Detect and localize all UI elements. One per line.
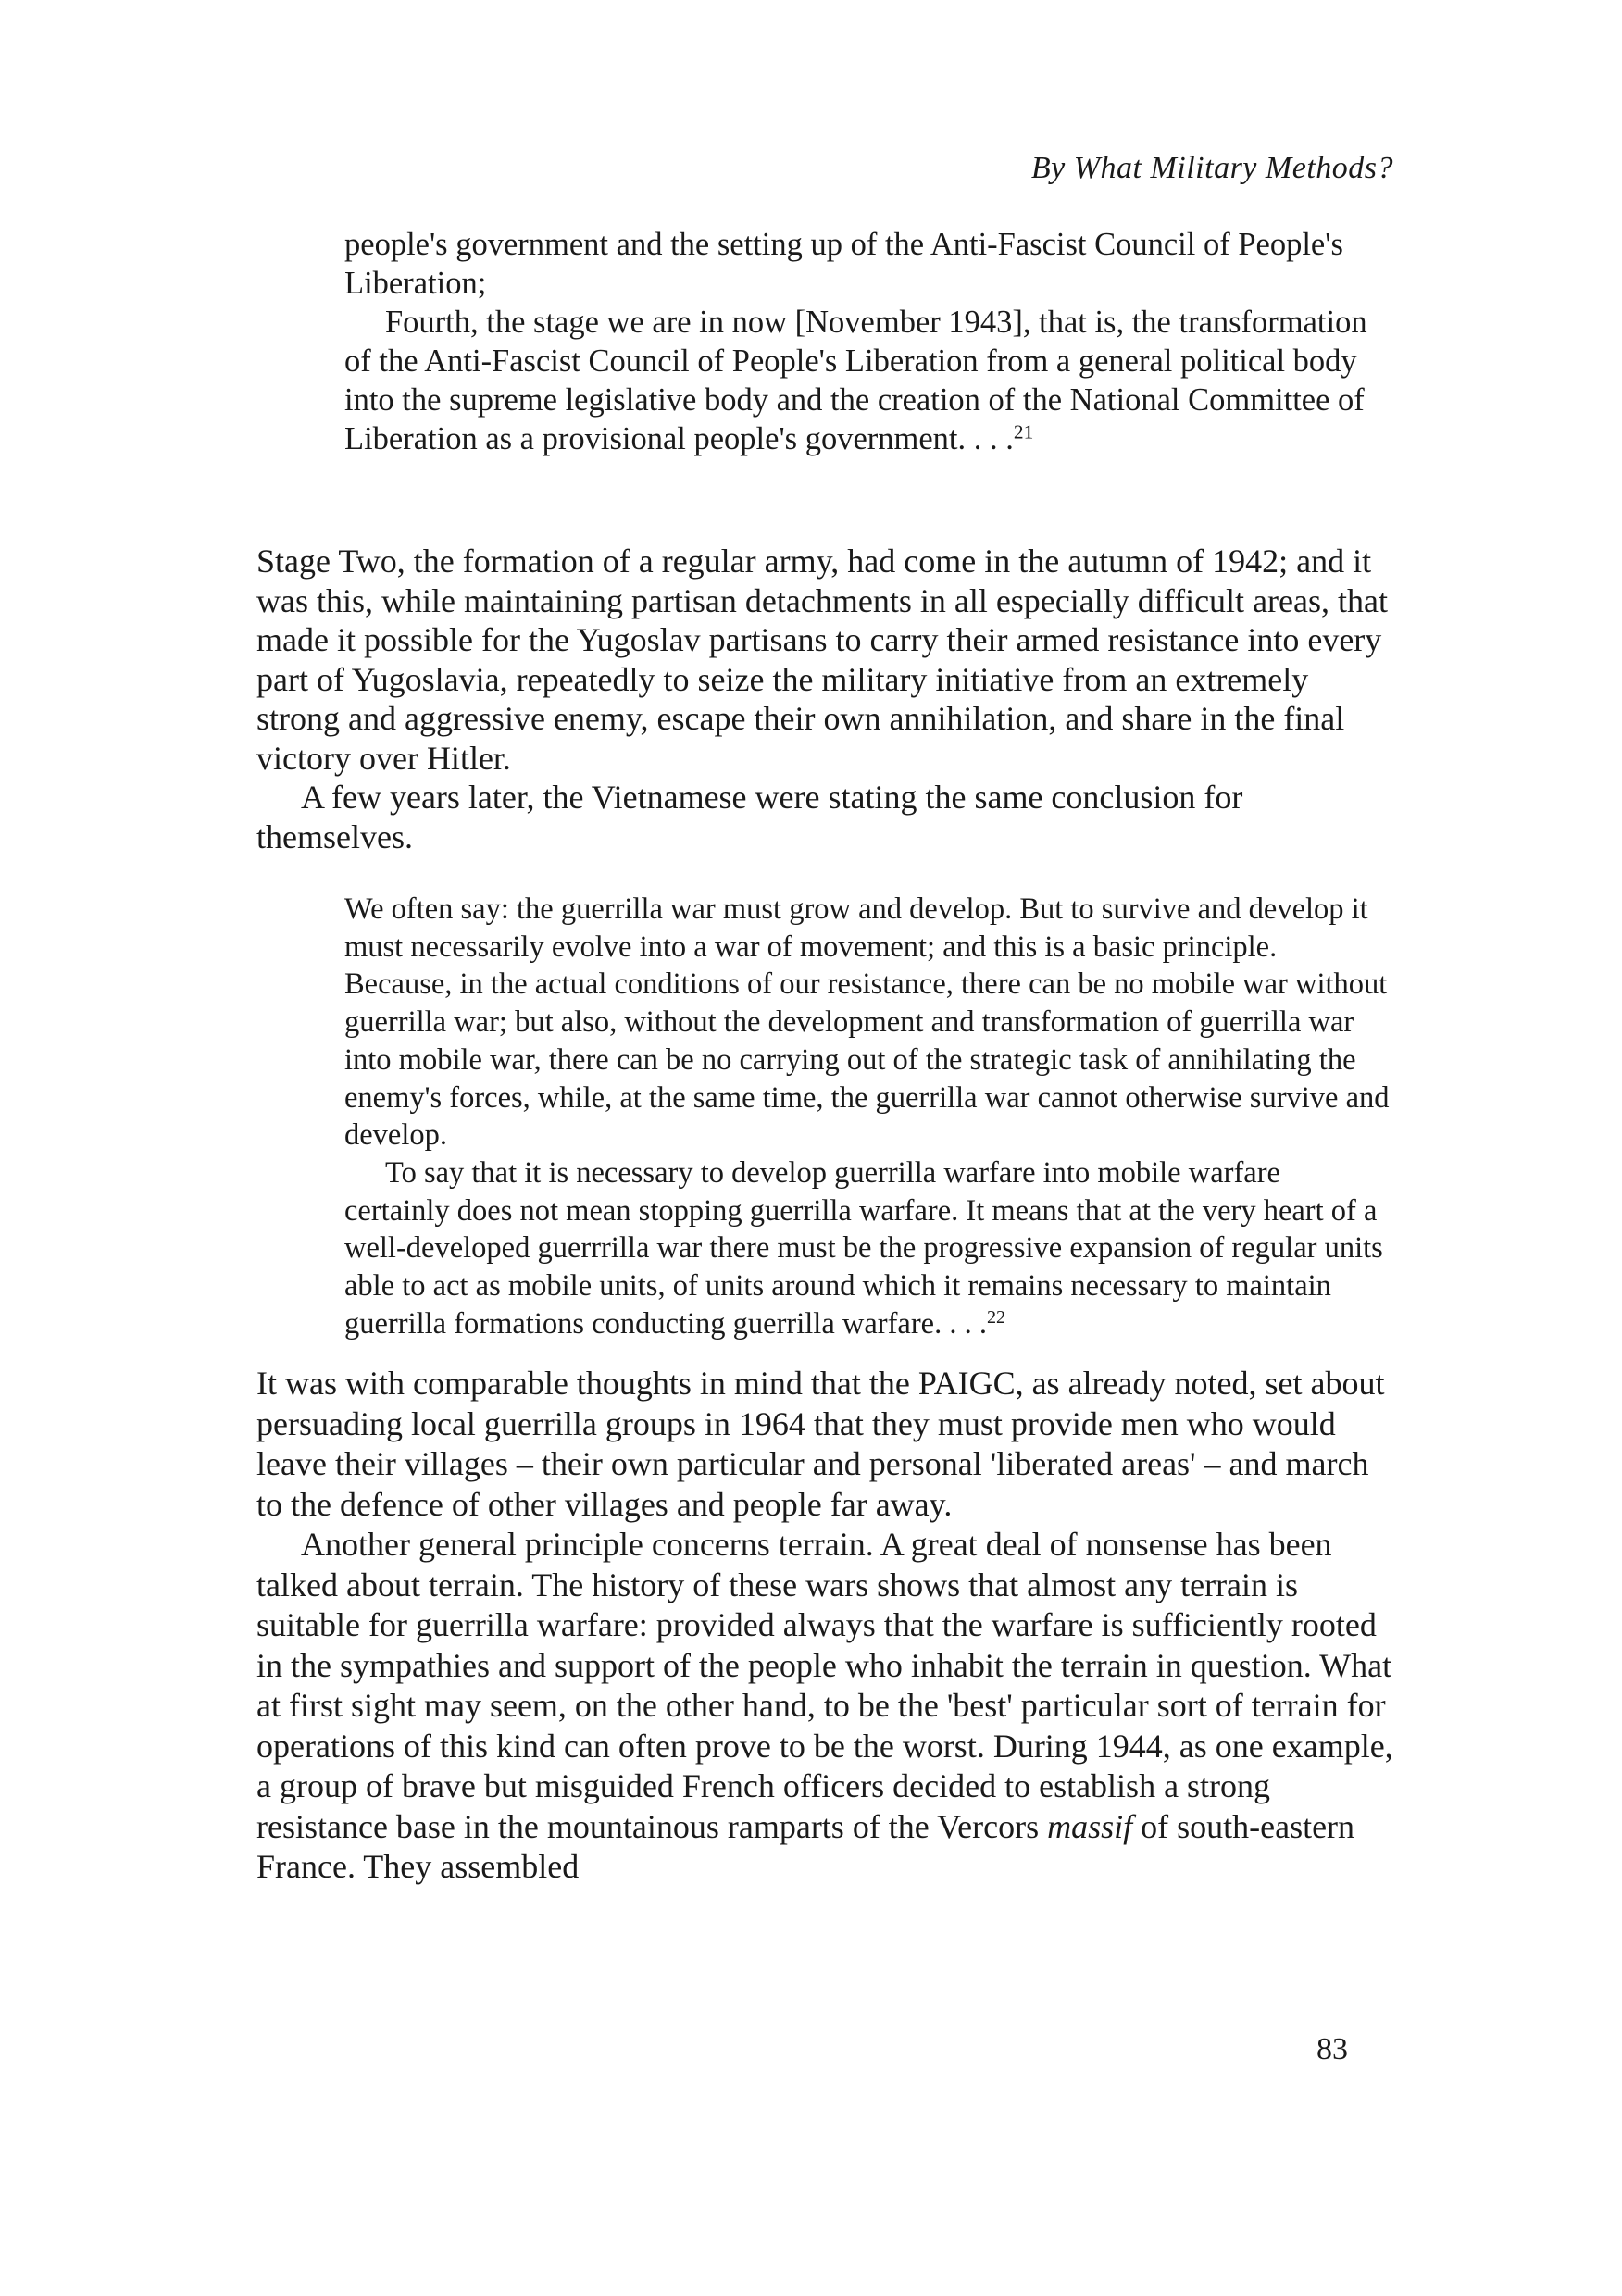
body-text: Another general principle concerns terrain. A great deal of nonsense has been talked about terrain. The history of these wars shows that almost any terrain is suitable for guerrilla warfare: provided always that the warfare is sufficiently rooted in the sympathies and support of the people who inhabit the terrain in question. What at first sight may seem, on the other hand, to be the 'best' particular sort of terrain for operations of this kind can often prove to be the worst. During 1944, as one example, a group of brave but misguided French officers decided to establish a strong resistance base in the mountainous ramparts of the Vercors [256,1526,1393,1845]
quote-paragraph: people's government and the setting up of the Anti-Fascist Council of People's Liberation; [344,227,1343,301]
body-paragraph: Stage Two, the formation of a regular army, had come in the autumn of 1942; and it was this, while maintaining partisan detachments in all especially difficult areas, that made it possible for the Yugoslav partisans to carry their armed resistance into every part of Yugoslavia, repeatedly to seize the military initiative from an extremely strong and aggressive enemy, escape their own annihilation, and share in the final victory over Hitler. [256,543,1388,777]
quote-paragraph [344,1154,1391,1343]
quote-paragraph: We often say: the guerrilla war must grow and develop. But to survive and develop it must necessarily evolve into a war of movement; and this is a basic principle. Because, in the actual conditions of our resistance, there can be no mobile war without guerrilla war; but also, without the development and transformation of guerrilla war into mobile war, there can be no carrying out of the strategic task of annihilating the enemy's forces, while, at the same time, the guerrilla war cannot otherwise survive and develop. [344,892,1390,1153]
page-number: 83 [1316,2032,1348,2066]
quote-text: To say that it is necessary to develop guerrilla warfare into mobile warfare certainly does not mean stopping guerrilla warfare. It means that at the very heart of a well-developed guerrrilla war there must be the progressive expansion of regular units able to act as mobile units, of units around which it remains necessary to maintain guerrilla formations conducting guerrilla warfare. . . . [344,1155,1383,1341]
block-quote-vietnamese [344,891,1391,1342]
body-paragraph: A few years later, the Vietnamese were stating the same conclusion for themselves. [256,779,1243,855]
footnote-ref: 22 [986,1306,1006,1328]
body-text: of south-eastern France. They assembled [256,1807,1355,1885]
quote-paragraph [344,303,1400,458]
body-text-section [256,542,1397,856]
body-paragraph: It was with comparable thoughts in mind that the PAIGC, as already noted, set about persuading local guerrilla groups in 1964 that they must provide men who would leave their villages – their own particular and personal 'liberated areas' – and march to the defence of other villages and people far away. [256,1365,1385,1523]
footnote-ref: 21 [1013,420,1034,443]
quote-text: Fourth, the stage we are in now [November 1943], that is, the transformation of the Anti-Fascist Council of People's Liberation from a general political body into the supreme legislative body and the creation of the National Committee of Liberation as a provisional people's government. . . . [344,305,1367,456]
body-text-section [256,1364,1397,1888]
running-head: By What Military Methods? [1030,151,1393,185]
italic-term: massif [1047,1807,1133,1845]
block-quote-tito [344,225,1400,458]
body-paragraph [256,1525,1397,1888]
